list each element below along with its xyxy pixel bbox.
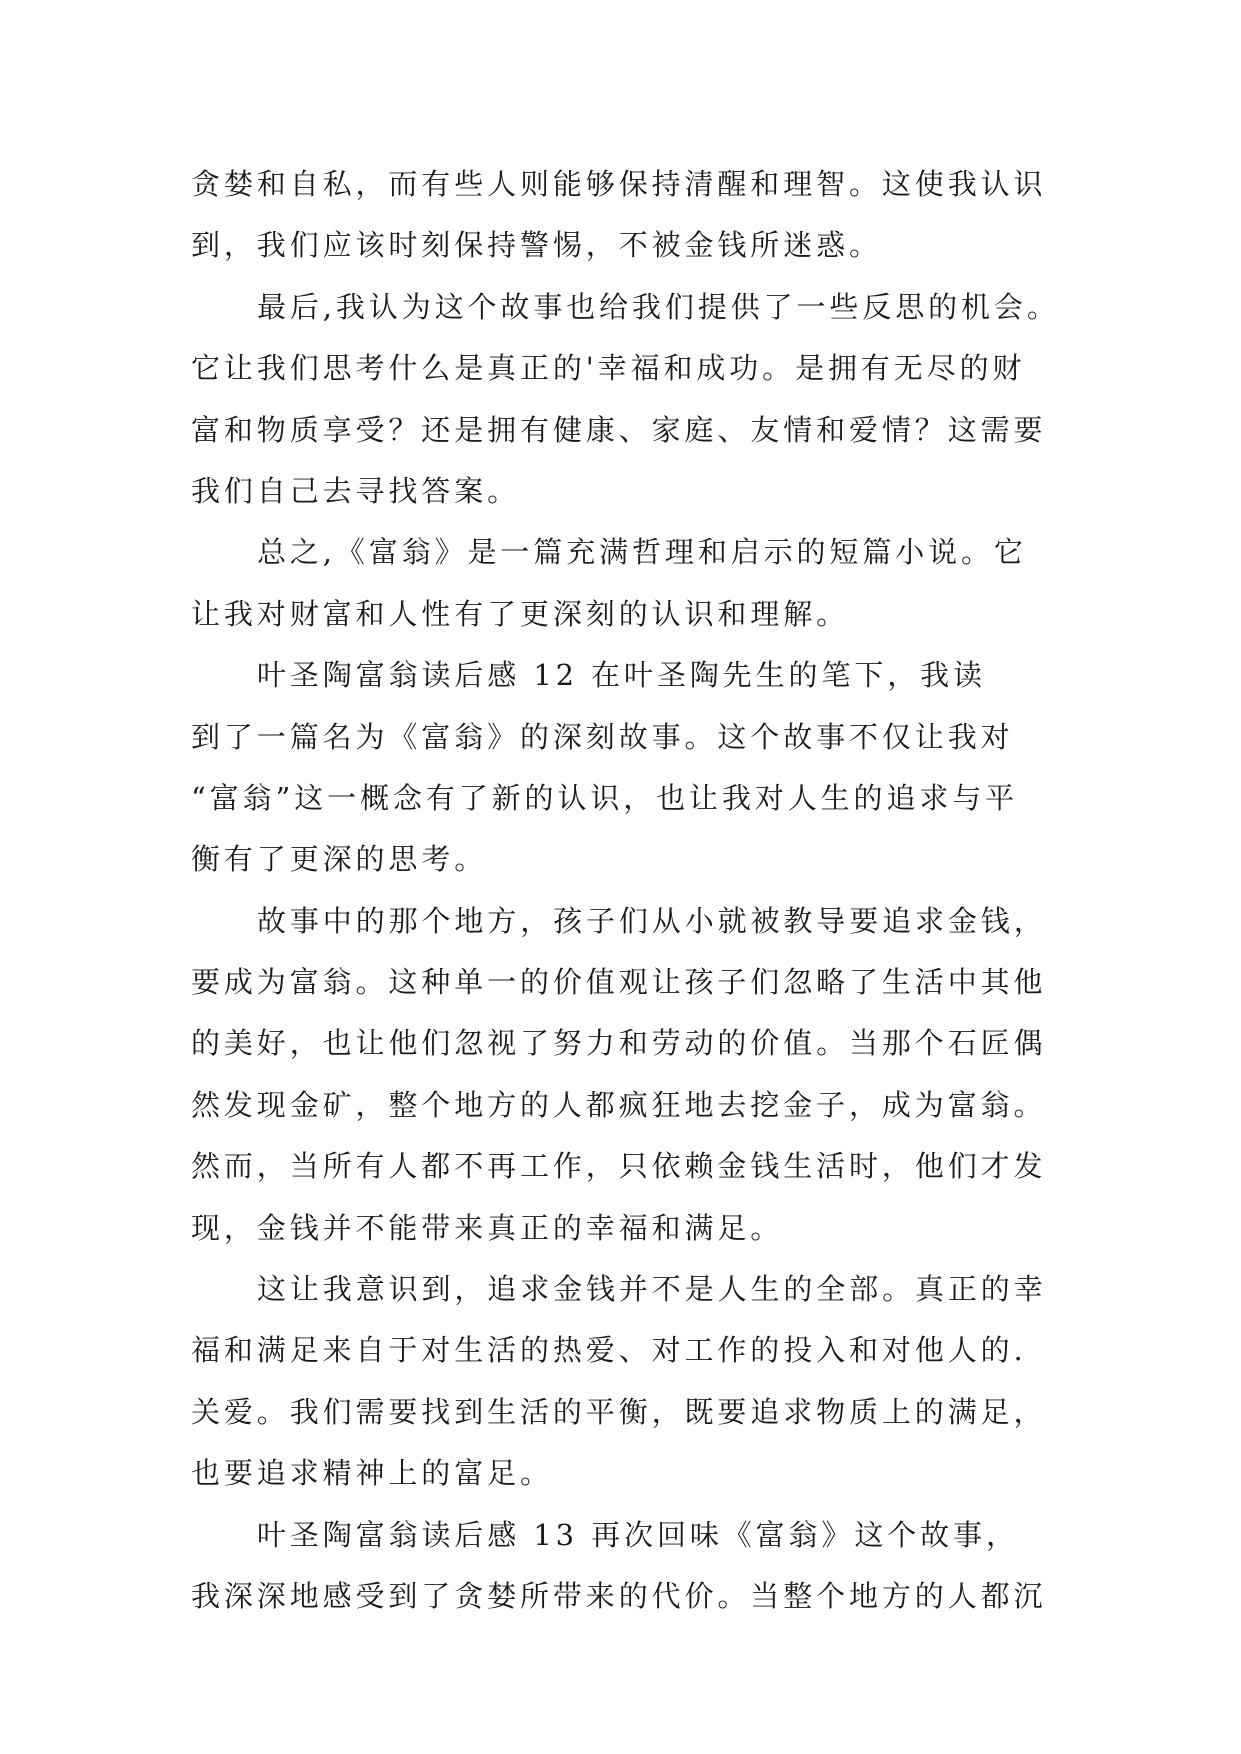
text-line: 福和满足来自于对生活的热爱、对工作的投入和对他人的. [191, 1333, 1027, 1368]
text-line: 到了一篇名为《富翁》的深刻故事。这个故事不仅让我对 [191, 719, 1014, 754]
text-line: 的美好，也让他们忽视了努力和劳动的价值。当那个石匠偶 [191, 1026, 1047, 1061]
text-line: 现，金钱并不能带来真正的幸福和满足。 [191, 1210, 784, 1245]
text-line: 然而，当所有人都不再工作，只依赖金钱生活时，他们才发 [191, 1149, 1047, 1184]
text-line: 叶圣陶富翁读后感 13 再次回味《富翁》这个故事， [257, 1517, 1019, 1552]
text-line: 衡有了更深的思考。 [191, 842, 488, 877]
text-line: 让我对财富和人性有了更深刻的认识和理解。 [191, 596, 850, 631]
text-line: 我们自己去寻找答案。 [191, 473, 521, 508]
text-line: 要成为富翁。这种单一的价值观让孩子们忽略了生活中其他 [191, 965, 1047, 1000]
text-line: 然发现金矿，整个地方的人都疯狂地去挖金子，成为富翁。 [191, 1087, 1047, 1122]
text-line: 这让我意识到，追求金钱并不是人生的全部。真正的幸 [257, 1272, 1047, 1307]
text-line: 故事中的那个地方，孩子们从小就被教导要追求金钱， [257, 903, 1047, 938]
text-line: 到，我们应该时刻保持警惕，不被金钱所迷惑。 [191, 228, 882, 263]
text-line: 贪婪和自私，而有些人则能够保持清醒和理智。这使我认识 [191, 167, 1047, 201]
text-line: 我深深地感受到了贪婪所带来的代价。当整个地方的人都沉 [191, 1578, 1047, 1613]
text-line: 总之,《富翁》是一篇充满哲理和启示的短篇小说。它 [257, 535, 1027, 570]
text-line: 最后,我认为这个故事也给我们提供了一些反思的机会。 [257, 289, 1060, 324]
text-line: 关爱。我们需要找到生活的平衡，既要追求物质上的满足， [191, 1394, 1047, 1429]
text-line: 富和物质享受？还是拥有健康、家庭、友情和爱情？这需要 [191, 412, 1047, 447]
text-line: 它让我们思考什么是真正的'幸福和成功。是拥有无尽的财 [191, 351, 1026, 386]
text-line: 叶圣陶富翁读后感 12 在叶圣陶先生的笔下，我读 [257, 658, 986, 693]
body-text [191, 154, 1071, 1627]
text-line: “富翁”这一概念有了新的认识，也让我对人生的追求与平 [191, 780, 1019, 815]
text-line: 也要追求精神上的富足。 [191, 1456, 553, 1491]
